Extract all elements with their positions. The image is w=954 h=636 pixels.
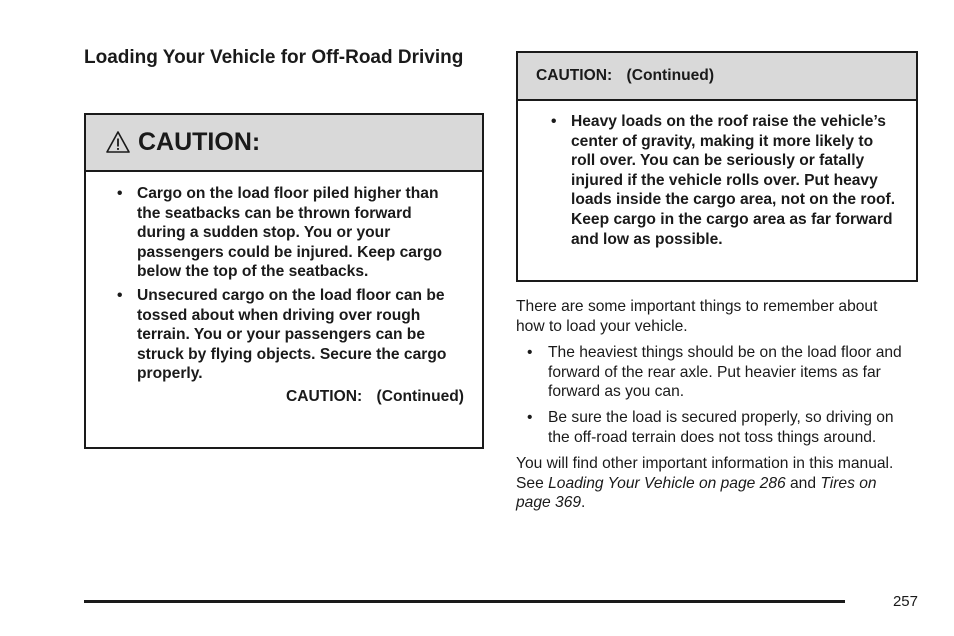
bullet-icon: • — [117, 185, 123, 202]
caution-bullet: • Unsecured cargo on the load floor can be tossed about when driving over rough terrain. You or your passengers can be struck by flying objects. Secure the cargo properly. — [117, 286, 447, 383]
closing-paragraph: You will find other important information in this manual. See Loading Your Vehicle on page 286 and Tires on page 369. — [516, 455, 894, 512]
caution-bullet: • Cargo on the load floor piled higher than the seatbacks can be thrown forward during a sudden stop. You or your passengers could be injured. Keep cargo below the top of the seatbacks. — [117, 185, 443, 281]
bullet-icon: • — [527, 408, 533, 426]
footer-rule — [84, 600, 845, 603]
intro-paragraph: There are some important things to remember about how to load your vehicle. — [516, 298, 878, 335]
caution-continued-header: CAUTION: (Continued) — [518, 53, 916, 101]
caution-continued-label: CAUTION: (Continued) — [285, 387, 464, 405]
body-text — [516, 297, 906, 520]
caution-box — [84, 113, 484, 449]
caution-body — [86, 172, 482, 406]
caution-continued-bullet: • Heavy loads on the roof raise the vehicle’s center of gravity, making it more likely to roll over. You can be seriously or fatally injured if the vehicle rolls over. Put heavy loads inside the cargo area, not on the roof. Keep cargo in the cargo area as far forward and low as possible. — [551, 113, 896, 248]
bullet-icon: • — [527, 344, 533, 362]
body-bullet-list — [516, 343, 906, 447]
bullet-icon: • — [117, 286, 123, 304]
caution-title: CAUTION: — [138, 128, 261, 156]
warning-triangle-icon — [106, 130, 130, 154]
caution-continued-bullet-list — [550, 112, 898, 249]
caution-continued-body — [518, 101, 916, 249]
cross-reference-link: Tires on page 369 — [516, 474, 877, 512]
caution-bullet-list — [116, 184, 464, 384]
body-bullet: • Be sure the load is secured properly, so driving on the off-road terrain does not toss things around. — [527, 408, 894, 446]
caution-continued-box — [516, 51, 918, 282]
caution-header — [86, 115, 482, 172]
bullet-icon: • — [551, 113, 557, 130]
body-bullet: • The heaviest things should be on the load floor and forward of the rear axle. Put heavier items as far forward as you can. — [527, 344, 902, 401]
section-title: Loading Your Vehicle for Off-Road Driving — [84, 47, 464, 68]
cross-reference-link: Loading Your Vehicle on page 286 — [548, 474, 786, 492]
page-number: 257 — [892, 593, 918, 610]
